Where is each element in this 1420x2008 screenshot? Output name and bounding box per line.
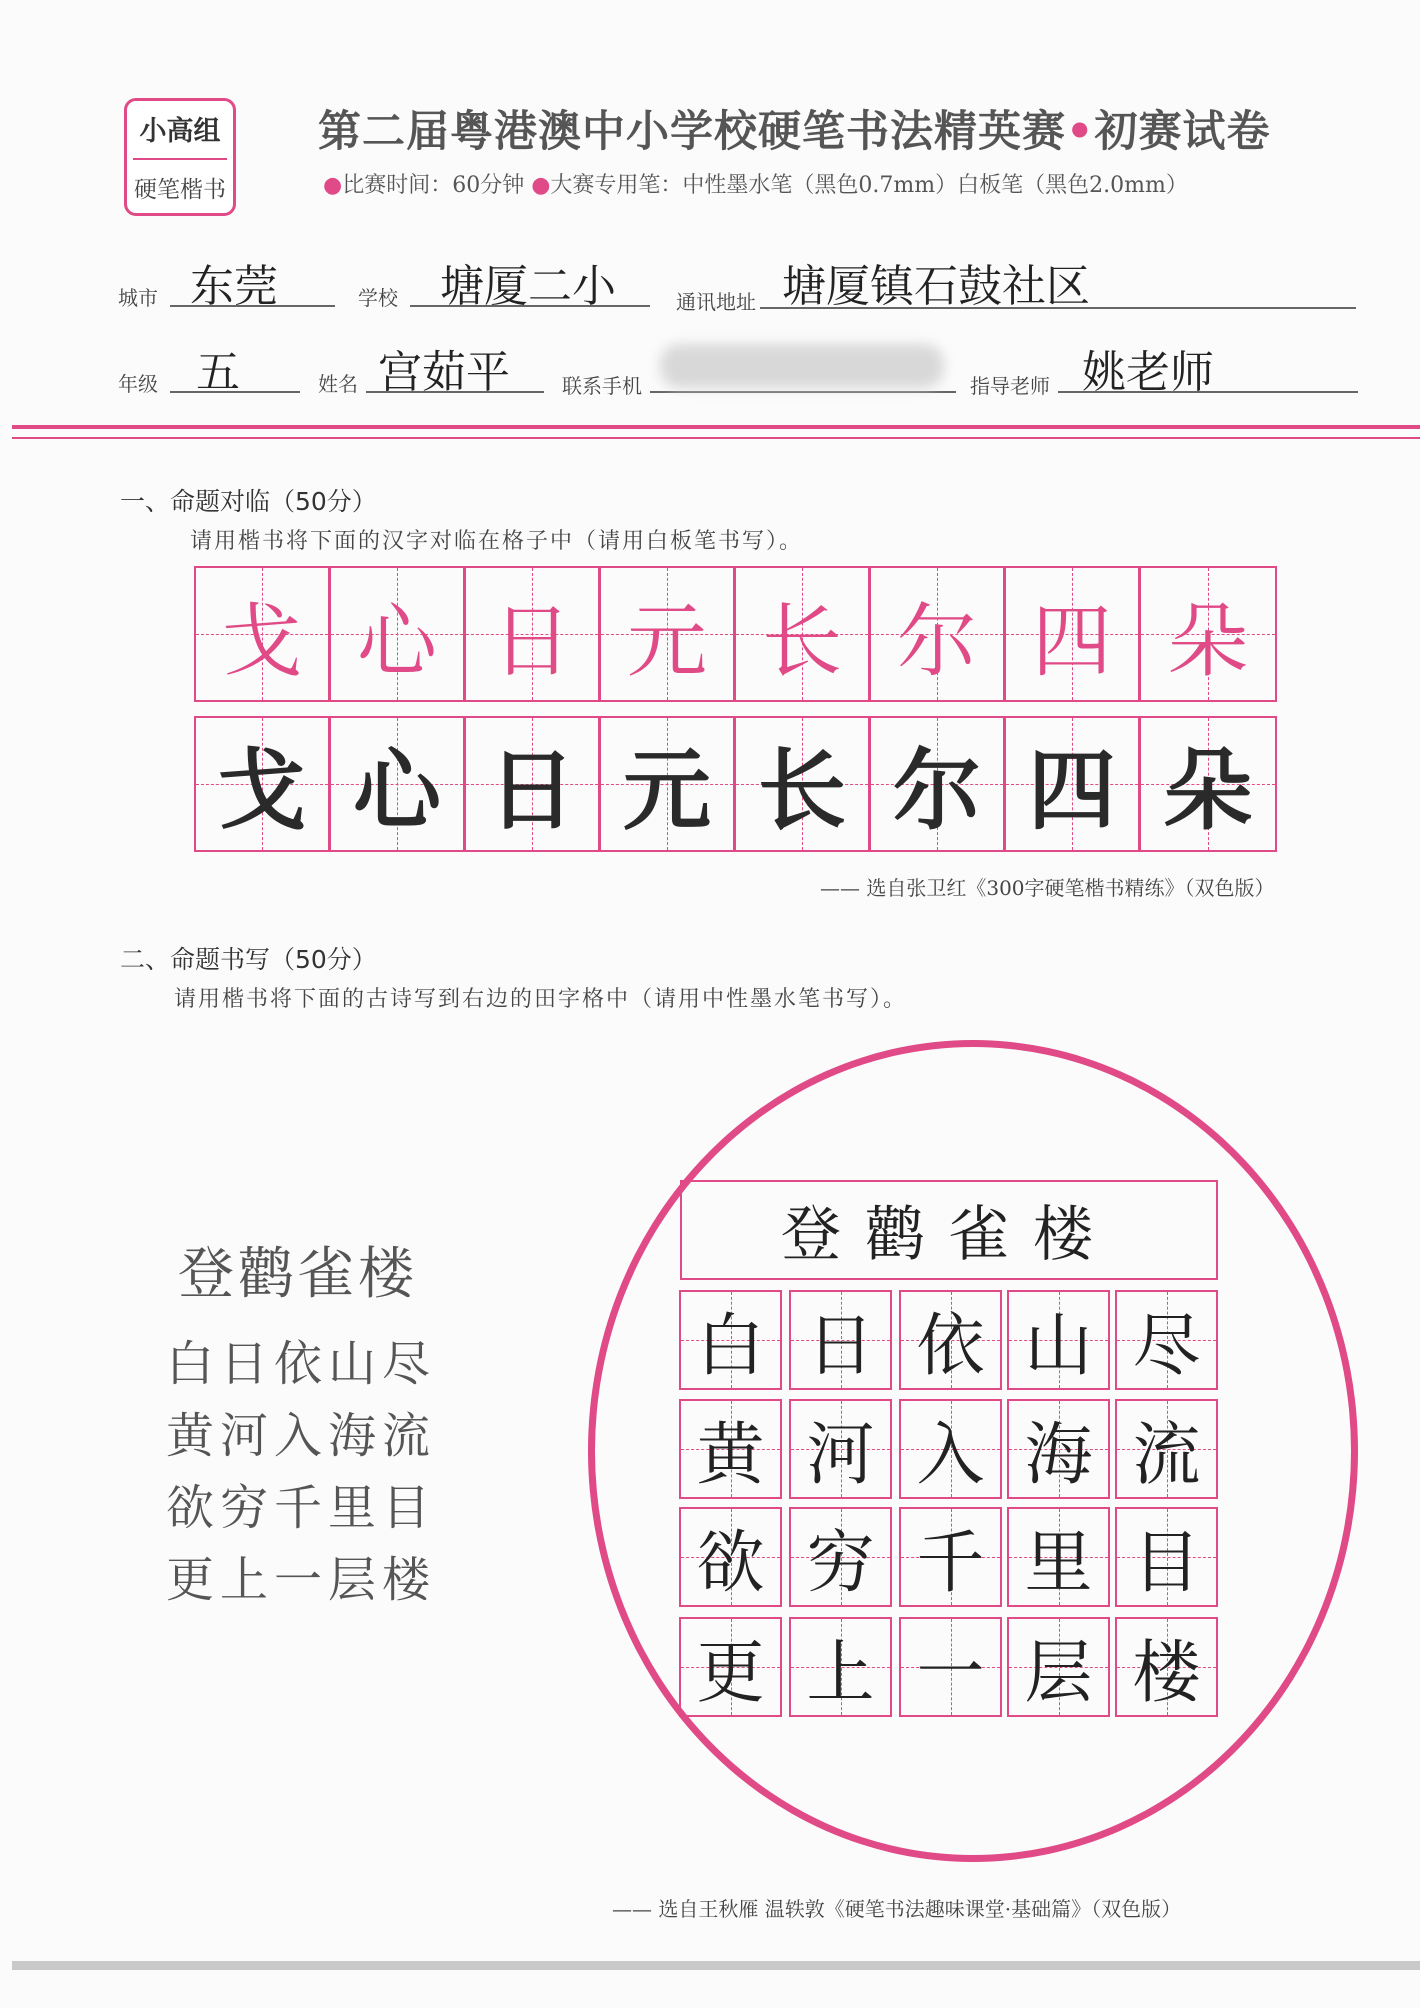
writing-cell[interactable] <box>899 1617 1002 1717</box>
written-char: 里 <box>1024 1523 1093 1603</box>
written-char: 白 <box>696 1306 765 1386</box>
writing-cell[interactable] <box>1115 1290 1218 1390</box>
exam-subtitle <box>323 168 1188 199</box>
grade-value: 五 <box>196 347 240 398</box>
writing-cell[interactable] <box>1007 1290 1110 1390</box>
model-cell <box>1004 566 1140 702</box>
copied-char: 尔 <box>892 739 981 842</box>
header-divider-thin <box>12 437 1420 439</box>
section1-instruction: 请用楷书将下面的汉字对临在格子中（请用白板笔书写）。 <box>190 529 804 554</box>
model-char: 朵 <box>1168 594 1248 688</box>
phone-label: 联系手机 <box>562 374 642 398</box>
exam-title <box>318 98 1270 159</box>
written-char: 上 <box>806 1633 875 1713</box>
written-char: 目 <box>1132 1523 1201 1603</box>
writing-cell[interactable] <box>679 1507 782 1607</box>
copy-cell[interactable] <box>1004 716 1140 852</box>
writing-cell[interactable] <box>1115 1399 1218 1499</box>
title-dot: • <box>1066 107 1095 157</box>
model-cell <box>869 566 1005 702</box>
footer-divider <box>12 1961 1420 1970</box>
copy-cell[interactable] <box>329 716 465 852</box>
model-char: 心 <box>357 594 437 688</box>
model-char: 四 <box>1032 594 1112 688</box>
written-char: 穷 <box>806 1523 875 1603</box>
model-char: 尔 <box>897 594 977 688</box>
copy-cell[interactable] <box>734 716 870 852</box>
badge-category-label: 硬笔楷书 <box>134 177 226 203</box>
phone-field-line[interactable] <box>650 391 956 393</box>
reference-poem-line: 白日依山尽 <box>166 1336 437 1392</box>
written-char: 楼 <box>1132 1633 1201 1713</box>
writing-cell[interactable] <box>679 1399 782 1499</box>
name-label: 姓名 <box>318 372 358 396</box>
copy-cell[interactable] <box>1139 716 1277 852</box>
written-char: 一 <box>916 1633 985 1713</box>
copied-char: 戈 <box>217 739 306 842</box>
badge-divider <box>133 158 227 160</box>
model-cell <box>599 566 735 702</box>
city-label: 城市 <box>118 286 158 310</box>
writing-cell[interactable] <box>1115 1617 1218 1717</box>
address-value: 塘厦镇石鼓社区 <box>782 261 1090 312</box>
phone-redacted-blur <box>660 344 944 388</box>
writing-cell[interactable] <box>789 1399 892 1499</box>
copy-cell[interactable] <box>869 716 1005 852</box>
model-cell <box>1139 566 1277 702</box>
teacher-value: 姚老师 <box>1082 347 1214 398</box>
copied-char: 四 <box>1027 739 1116 842</box>
writing-cell[interactable] <box>1007 1399 1110 1499</box>
bullet-icon: ● <box>323 173 343 198</box>
writing-cell[interactable] <box>1115 1507 1218 1607</box>
exam-pens: 大赛专用笔：中性墨水笔（黑色0.7mm）白板笔（黑色2.0mm） <box>550 173 1188 198</box>
section1-title: 一、命题对临（50分） <box>120 487 377 516</box>
name-value: 宫茹平 <box>378 347 510 398</box>
writing-cell[interactable] <box>679 1290 782 1390</box>
model-cell <box>464 566 600 702</box>
copied-char: 心 <box>352 739 441 842</box>
copied-char: 元 <box>622 739 711 842</box>
badge-group-label: 小高组 <box>139 116 221 147</box>
copied-char: 日 <box>487 739 576 842</box>
copy-cell[interactable] <box>194 716 330 852</box>
model-char: 日 <box>492 594 572 688</box>
model-cell <box>329 566 465 702</box>
reference-poem-line: 欲穷千里目 <box>166 1480 437 1536</box>
exam-title-main: 第二届粤港澳中小学校硬笔书法精英赛 <box>318 107 1066 157</box>
writing-cell[interactable] <box>899 1507 1002 1607</box>
reference-poem <box>166 1230 436 1616</box>
model-char: 元 <box>627 594 707 688</box>
written-title-box[interactable] <box>680 1180 1218 1280</box>
written-char: 尽 <box>1132 1306 1201 1386</box>
written-char: 层 <box>1024 1633 1093 1713</box>
writing-cell[interactable] <box>679 1617 782 1717</box>
written-char: 千 <box>916 1523 985 1603</box>
copied-char: 长 <box>757 739 846 842</box>
written-char: 日 <box>806 1306 875 1386</box>
section2-title: 二、命题书写（50分） <box>120 945 377 974</box>
written-char: 入 <box>916 1415 985 1495</box>
model-cell <box>194 566 330 702</box>
section2-instruction: 请用楷书将下面的古诗写到右边的田字格中（请用中性墨水笔书写）。 <box>174 987 908 1012</box>
model-char: 戈 <box>222 594 302 688</box>
school-label: 学校 <box>358 286 398 310</box>
written-char: 黄 <box>696 1415 765 1495</box>
reference-poem-title: 登鹳雀楼 <box>178 1242 418 1307</box>
written-char: 河 <box>806 1415 875 1495</box>
written-char: 海 <box>1024 1415 1093 1495</box>
writing-cell[interactable] <box>1007 1617 1110 1717</box>
section1-credit: —— 选自张卫红《300字硬笔楷书精练》（双色版） <box>820 876 1275 900</box>
copied-char: 朵 <box>1163 739 1252 842</box>
written-poem-title: 登鹳雀楼 <box>781 1200 1117 1270</box>
reference-poem-line: 更上一层楼 <box>166 1552 437 1608</box>
model-cell <box>734 566 870 702</box>
written-char: 依 <box>916 1306 985 1386</box>
header-divider <box>12 425 1420 429</box>
written-char: 山 <box>1024 1306 1093 1386</box>
writing-cell[interactable] <box>899 1290 1002 1390</box>
grade-label: 年级 <box>118 372 158 396</box>
address-label: 通讯地址 <box>676 290 756 314</box>
writing-cell[interactable] <box>789 1617 892 1717</box>
bullet-icon: ● <box>531 173 551 198</box>
exam-time: 比赛时间：60分钟 <box>342 173 525 198</box>
written-char: 欲 <box>696 1523 765 1603</box>
section2-credit: —— 选自王秋雁 温轶敦《硬笔书法趣味课堂·基础篇》（双色版） <box>612 1897 1182 1921</box>
exam-title-tail: 初赛试卷 <box>1094 107 1271 157</box>
group-badge <box>124 98 236 216</box>
copy-cell[interactable] <box>599 716 735 852</box>
teacher-label: 指导老师 <box>970 374 1050 398</box>
writing-cell[interactable] <box>789 1507 892 1607</box>
writing-cell[interactable] <box>789 1290 892 1390</box>
school-value: 塘厦二小 <box>440 261 616 312</box>
writing-cell[interactable] <box>899 1399 1002 1499</box>
reference-poem-line: 黄河入海流 <box>166 1408 437 1464</box>
model-char: 长 <box>762 594 842 688</box>
writing-cell[interactable] <box>1007 1507 1110 1607</box>
city-value: 东莞 <box>190 261 278 312</box>
written-char: 更 <box>696 1633 765 1713</box>
written-char: 流 <box>1132 1415 1201 1495</box>
copy-cell[interactable] <box>464 716 600 852</box>
